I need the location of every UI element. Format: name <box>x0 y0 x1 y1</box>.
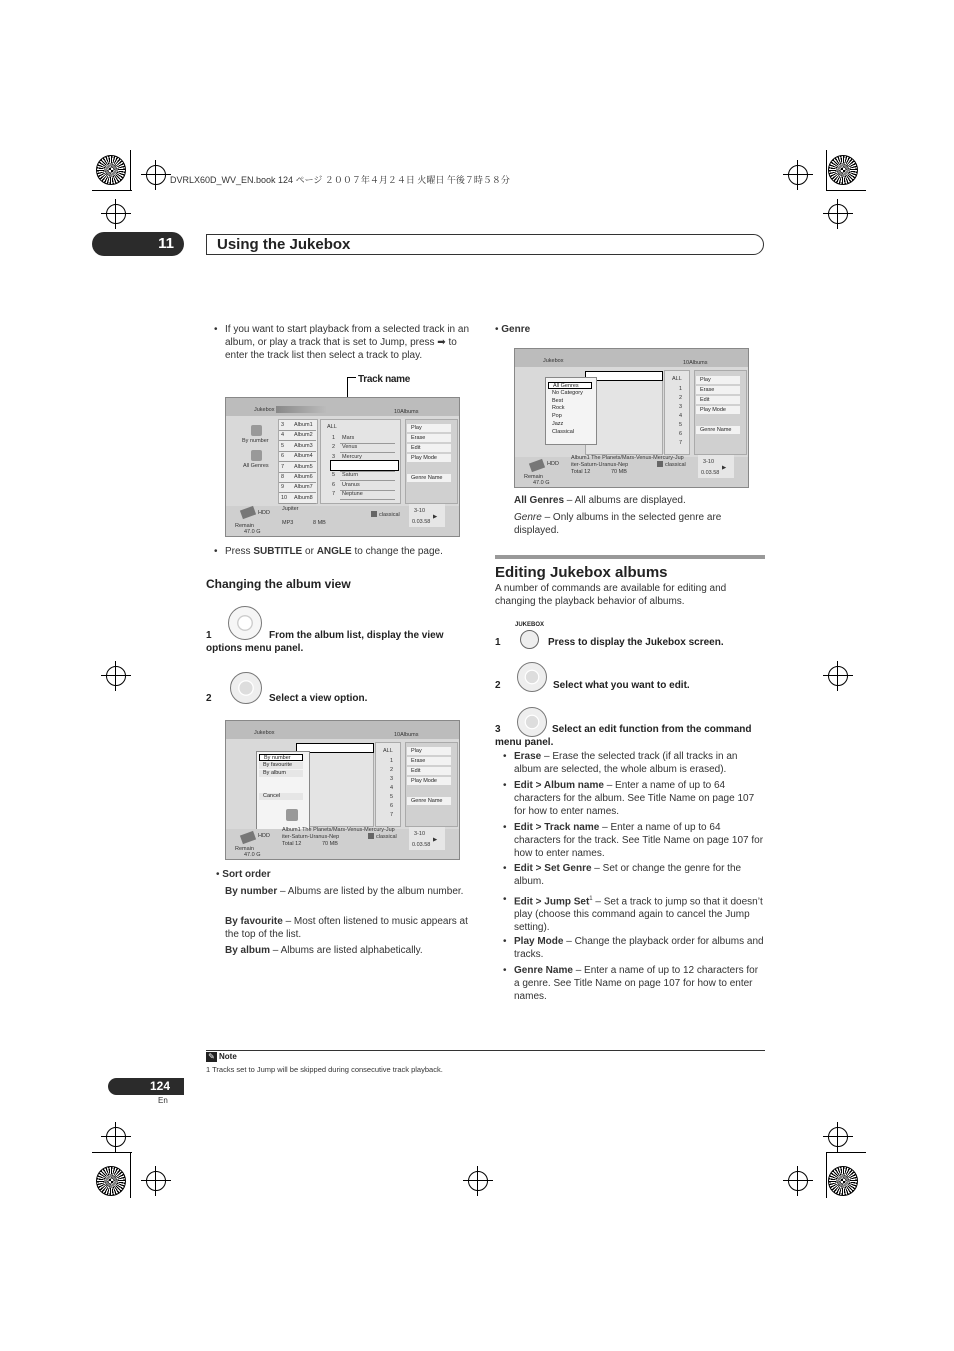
album-number: 8 <box>281 474 285 480</box>
track-count-number: 3 <box>679 404 683 410</box>
registration-mark <box>96 155 126 185</box>
crosshair-mark <box>788 165 808 185</box>
track-number: 5 <box>332 472 336 479</box>
track-name: Saturn <box>342 472 359 479</box>
all-genres-text: – All albums are displayed. <box>564 495 686 506</box>
edit-function-item <box>503 779 764 818</box>
genre-label: Genre <box>501 324 531 335</box>
track-name: Uranus <box>342 481 360 488</box>
step-number: 1 <box>495 637 501 648</box>
edit-function-item <box>503 935 764 961</box>
bullet-dot: • <box>503 863 507 874</box>
jukebox-button-icon <box>520 630 539 649</box>
step-2-text: Select a view option. <box>269 693 368 704</box>
bullet-dot: • <box>216 869 223 880</box>
row-divider <box>279 492 316 493</box>
track-count-number: 4 <box>679 413 683 419</box>
command-menu-item: Erase <box>407 434 451 442</box>
step-number: 2 <box>495 680 501 691</box>
album-info-2: iter-Saturn-Uranus-Nep <box>282 834 340 840</box>
genre-badge-icon <box>371 511 377 517</box>
hdd-label: HDD <box>547 461 559 467</box>
row-divider <box>340 499 395 500</box>
album-count: 10Albums <box>394 409 419 415</box>
jukebox-screen-genre-menu <box>514 348 749 488</box>
album-name: Album8 <box>294 494 313 501</box>
album-number: 6 <box>281 453 285 460</box>
all-label: ALL <box>383 748 393 754</box>
album-number: 10 <box>281 494 288 501</box>
row-divider <box>279 482 316 483</box>
track-count-number: 4 <box>390 785 394 791</box>
command-menu-item: Play Mode <box>407 454 451 462</box>
all-genres-term: All Genres <box>514 495 565 506</box>
track-number: 1 <box>332 435 336 441</box>
press-bullet <box>214 545 477 558</box>
page-language: En <box>158 1096 168 1105</box>
edit-function-text: – Set a track to jump so that it doesn’t play (choose this command again to cancel the Jump setting). <box>514 896 763 934</box>
size-label: 8 MB <box>313 520 326 526</box>
album-number: 7 <box>281 463 285 470</box>
genre-option: Best <box>552 397 564 404</box>
command-menu-item: Play Mode <box>407 777 451 785</box>
press-text: to change the page. <box>351 546 443 557</box>
trim-line <box>130 150 131 190</box>
edit-function-text: – Erase the selected track (if all tracks in an album are selected, the whole album is erased). <box>514 751 738 775</box>
subtitle-key: SUBTITLE <box>253 546 303 557</box>
section-heading-editing: Editing Jukebox albums <box>495 564 668 581</box>
chapter-number: 11 <box>92 232 184 256</box>
play-arrow-icon: ▶ <box>433 837 438 843</box>
genre-option: Rock <box>552 405 565 412</box>
format-label: MP3 <box>282 520 294 526</box>
edit-function-term: Edit > Jump Set <box>514 896 590 908</box>
section-rule <box>495 555 765 559</box>
hdd-label: HDD <box>258 510 270 516</box>
bullet-dot: • <box>214 324 218 335</box>
edit-function-item <box>503 862 764 888</box>
screen-title: Jukebox <box>254 730 275 736</box>
sort-option-desc <box>225 915 477 941</box>
footnote-ref: 1 <box>589 896 593 902</box>
album-number: 3 <box>281 422 285 428</box>
sort-order-heading <box>216 868 476 881</box>
album-name: Album5 <box>294 463 313 470</box>
remain-value: 47.0 G <box>533 480 550 486</box>
edit-function-item <box>503 964 764 1003</box>
sort-option-text: – Albums are listed by the album number. <box>277 886 464 897</box>
edit-function-text: – Change the playback order for albums and tracks. <box>514 936 764 960</box>
track-name: Mars <box>342 435 355 441</box>
sort-option: Cancel <box>259 793 303 800</box>
track-count-number: 2 <box>679 395 683 401</box>
edit-function-text: – Enter a name of up to 64 characters for the track. See Title Name on page 107 for how to enter names. <box>514 822 764 859</box>
all-label: ALL <box>327 424 337 430</box>
edit-function-term: Genre Name <box>514 965 573 976</box>
step-2-text: Select what you want to edit. <box>553 680 690 691</box>
trim-line <box>826 1152 866 1153</box>
album-name: Album3 <box>294 442 313 449</box>
screen-title: Jukebox <box>543 358 564 364</box>
page-indicator: 3-10 <box>703 459 715 465</box>
note-pencil-icon: ✎ <box>206 1052 217 1062</box>
track-count-number: 1 <box>390 758 394 764</box>
edit-function-text: – Enter a name of up to 64 characters for the album. See Title Name on page 107 for how to enter names. <box>514 780 755 817</box>
row-divider <box>279 440 316 441</box>
crosshair-mark <box>468 1171 488 1191</box>
page-number-box <box>108 1078 184 1095</box>
edit-function-text: – Enter a name of up to 12 characters for a genre. See Title Name on page 107 for how to enter names. <box>514 965 759 1002</box>
genre-option: Pop <box>552 413 562 420</box>
track-count-number: 6 <box>390 803 394 809</box>
remain-label: Remain <box>235 523 254 529</box>
play-time: 0.03.58 <box>412 519 431 525</box>
genre-option: Jazz <box>552 421 564 427</box>
trim-line <box>826 190 866 191</box>
jukebox-screen-sort-menu <box>225 720 460 860</box>
chapter-title-bar <box>206 234 764 255</box>
album-number: 9 <box>281 484 285 491</box>
bullet-dot: • <box>503 936 507 947</box>
command-menu-item: Edit <box>407 444 451 452</box>
page-indicator: 3-10 <box>414 508 426 514</box>
edit-function-text: – Set or change the genre for the album. <box>514 863 742 887</box>
remain-label: Remain <box>235 846 254 852</box>
play-arrow-icon: ▶ <box>433 514 438 520</box>
edit-function-item <box>503 893 764 934</box>
crosshair-mark <box>106 666 126 686</box>
trim-line <box>92 1152 132 1153</box>
command-menu-item: Genre Name <box>407 474 451 482</box>
crosshair-mark <box>788 1171 808 1191</box>
track-number: 7 <box>332 490 336 497</box>
all-genres-desc <box>514 494 764 507</box>
sort-option-desc <box>225 885 477 898</box>
track-name: Venus <box>342 444 358 451</box>
screen-title-bar <box>276 406 326 413</box>
command-menu-item: Edit <box>407 767 451 775</box>
callout-line <box>347 377 356 378</box>
edit-function-item <box>503 821 764 860</box>
genre-term: Genre <box>514 512 542 523</box>
genre-value: classical <box>379 512 400 518</box>
track-count-number: 5 <box>679 422 683 428</box>
command-menu-item: Erase <box>696 386 740 394</box>
view-label: By number <box>242 438 269 444</box>
sort-option-desc <box>225 944 477 957</box>
step-1-text: Press to display the Jukebox screen. <box>548 637 724 648</box>
row-divider <box>279 503 316 504</box>
command-menu-item: Edit <box>696 396 740 404</box>
section-heading-album-view: Changing the album view <box>206 577 351 591</box>
screen-title: Jukebox <box>254 407 275 413</box>
popup-icon <box>286 809 298 821</box>
genre-value: classical <box>665 462 686 468</box>
album-info: Album1 The Planets/Mars-Venus-Mercury-Jup <box>571 455 684 461</box>
track-count-number: 3 <box>390 776 394 782</box>
album-number: 4 <box>281 432 285 439</box>
step-number: 3 <box>495 724 501 735</box>
sort-option-term: By favourite <box>225 916 283 927</box>
trim-line <box>92 190 132 191</box>
album-name: Album1 <box>294 422 313 428</box>
note-text: 1 Tracks set to Jump will be skipped during consecutive track playback. <box>206 1065 443 1074</box>
bullet-dot: • <box>503 780 507 791</box>
row-divider <box>279 461 316 462</box>
track-count-number: 1 <box>679 386 683 392</box>
command-menu-item: Play <box>407 424 451 432</box>
edit-function-term: Edit > Track name <box>514 822 600 833</box>
track-title: Jupiter <box>282 506 299 512</box>
total-tracks: Total 12 <box>571 469 591 475</box>
crosshair-mark <box>828 1127 848 1147</box>
row-divider <box>279 430 316 431</box>
editing-intro: A number of commands are available for editing and changing the playback behavior of albums. <box>495 583 727 607</box>
command-menu-item: Genre Name <box>696 426 740 434</box>
genre-option: No Category <box>552 389 583 396</box>
jukebox-button-label: JUKEBOX <box>515 622 545 628</box>
row-divider <box>279 472 316 473</box>
crosshair-mark <box>146 1171 166 1191</box>
command-menu-item: Play <box>407 747 451 755</box>
album-name: Album4 <box>294 453 313 460</box>
album-name: Album7 <box>294 484 313 491</box>
step-1-text: From the album list, display the view options menu panel. <box>206 630 444 654</box>
track-name: Mercury <box>342 453 362 460</box>
track-name: Neptune <box>342 490 363 497</box>
print-header-line: DVRLX60D_WV_EN.book 124 ページ ２００７年４月２４日 火曜日 午後７時５８分 <box>170 175 510 185</box>
step-3-text: Select an edit function from the command menu panel. <box>495 724 752 748</box>
command-menu-item: Genre Name <box>407 797 451 805</box>
page-indicator: 3-10 <box>414 831 426 837</box>
crosshair-mark <box>146 165 166 185</box>
album-count: 10Albums <box>394 732 419 738</box>
note-rule <box>206 1050 765 1051</box>
registration-mark <box>828 1166 858 1196</box>
track-count-number: 7 <box>390 812 394 818</box>
sort-option-text: – Albums are listed alphabetically. <box>270 945 423 956</box>
remain-value: 47.0 G <box>244 852 261 858</box>
bullet-dot: • <box>495 324 502 335</box>
crosshair-mark <box>106 204 126 224</box>
command-menu-item: Erase <box>407 757 451 765</box>
bullet-dot: • <box>503 894 507 905</box>
sort-order-label: Sort order <box>222 869 271 880</box>
enter-button-icon <box>517 662 547 692</box>
remain-label: Remain <box>524 474 543 480</box>
step-number: 1 <box>206 630 212 641</box>
bullet-dot: • <box>214 546 218 557</box>
track-number: 2 <box>332 444 336 451</box>
album-count: 10Albums <box>683 360 708 366</box>
sort-option: By album <box>259 770 303 777</box>
sort-option-text: – Most often listened to music appears at the top of the list. <box>225 916 468 940</box>
angle-key: ANGLE <box>316 546 352 557</box>
edit-function-term: Edit > Album name <box>514 780 604 791</box>
track-number: 6 <box>332 481 336 488</box>
edit-function-term: Erase <box>514 751 542 762</box>
press-text: or <box>302 546 317 557</box>
album-name: Album6 <box>294 474 313 480</box>
edit-function-item <box>503 750 764 776</box>
remain-value: 47.0 G <box>244 529 261 535</box>
bullet-dot: • <box>503 822 507 833</box>
genre-heading <box>495 323 530 336</box>
page-number: 124 <box>150 1079 171 1093</box>
enter-button-icon <box>230 672 262 704</box>
genre-badge-icon <box>368 833 374 839</box>
command-menu-item: Play <box>696 376 740 384</box>
crosshair-mark <box>106 1127 126 1147</box>
selected-track-highlight <box>330 460 399 471</box>
genre-option: Classical <box>552 428 575 435</box>
note-label: Note <box>219 1052 237 1061</box>
album-name: Album2 <box>294 432 313 439</box>
command-menu-item: Play Mode <box>696 406 740 414</box>
album-size: 70 MB <box>611 469 627 475</box>
track-count-number: 7 <box>679 440 683 446</box>
trim-line <box>826 1152 827 1198</box>
album-size: 70 MB <box>322 841 338 847</box>
sort-option-term: By album <box>225 945 271 956</box>
genre-text: – Only albums in the selected genre are displayed. <box>514 512 722 536</box>
registration-mark <box>96 1166 126 1196</box>
hdd-label: HDD <box>258 833 270 839</box>
album-number: 5 <box>281 442 285 449</box>
album-info-2: iter-Saturn-Uranus-Nep <box>571 462 629 468</box>
crosshair-mark <box>828 666 848 686</box>
bullet-dot: • <box>503 751 507 762</box>
by-number-icon <box>251 425 262 436</box>
play-time: 0.03.58 <box>412 842 431 848</box>
sort-option-term: By number <box>225 886 278 897</box>
track-number: 3 <box>332 453 336 460</box>
crosshair-mark <box>828 204 848 224</box>
total-tracks: Total 12 <box>282 841 302 847</box>
genre-icon <box>251 450 262 461</box>
jukebox-screen-album-list <box>225 397 460 537</box>
bullet-dot: • <box>503 965 507 976</box>
press-text: Press <box>225 546 254 557</box>
trim-line <box>826 150 827 190</box>
edit-function-term: Edit > Set Genre <box>514 863 592 874</box>
genre-option: All Genres <box>548 382 592 389</box>
edit-function-term: Play Mode <box>514 936 564 947</box>
all-label: ALL <box>672 376 682 382</box>
track-name-callout: Track name <box>358 374 411 385</box>
intro-bullet-text: If you want to start playback from a selected track in an album, or play a track that is set to Jump, press ➡ to enter the track list then select a track to play. <box>225 324 470 361</box>
genre-badge-icon <box>657 461 663 467</box>
play-arrow-icon: ▶ <box>722 465 727 471</box>
registration-mark <box>828 155 858 185</box>
genre-label: All Genres <box>243 463 269 469</box>
track-count-number: 6 <box>679 431 683 437</box>
track-count-number: 2 <box>390 767 394 773</box>
step-number: 2 <box>206 693 212 704</box>
intro-bullet <box>214 323 477 362</box>
sort-option: By number <box>259 754 303 761</box>
number-column <box>375 742 401 827</box>
play-time: 0.03.58 <box>701 470 720 476</box>
row-divider <box>279 451 316 452</box>
sort-option: By favourite <box>259 762 303 769</box>
genre-value: classical <box>376 834 397 840</box>
number-column <box>664 370 690 455</box>
track-count-number: 5 <box>390 794 394 800</box>
genre-desc <box>514 511 764 537</box>
trim-line <box>130 1152 131 1198</box>
album-info: Album1 The Planets/Mars-Venus-Mercury-Jup <box>282 827 395 833</box>
chapter-title: Using the Jukebox <box>217 236 351 253</box>
